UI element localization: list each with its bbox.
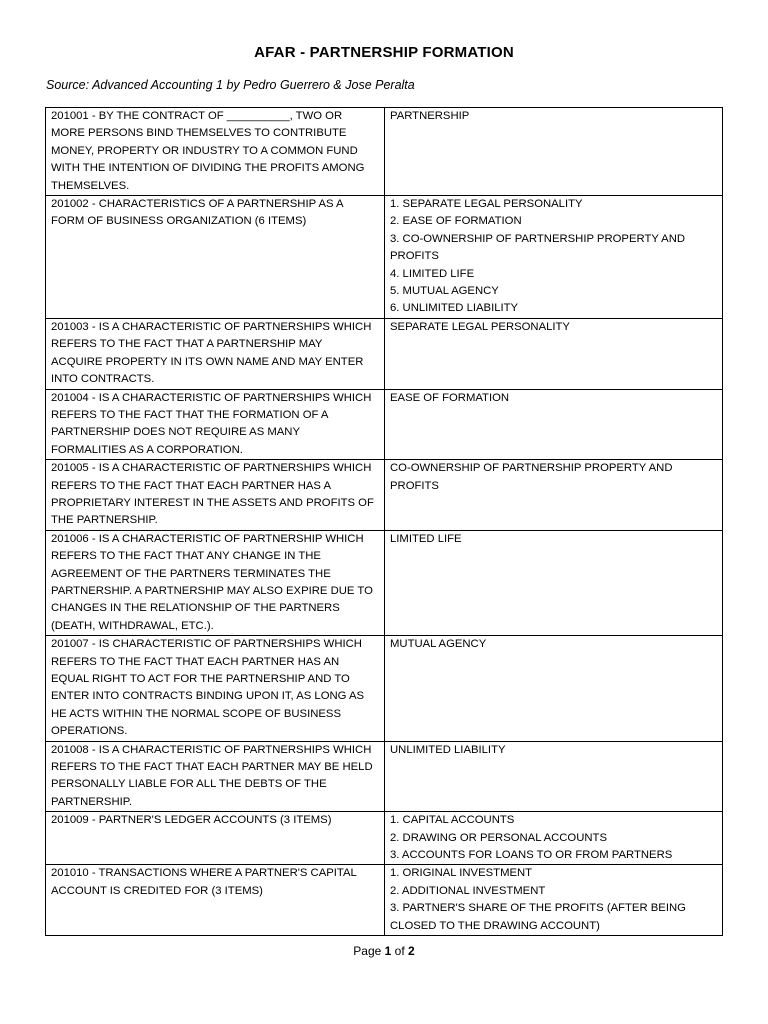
answer-line: EASE OF FORMATION: [390, 391, 510, 404]
question-line: MONEY, PROPERTY OR INDUSTRY TO A COMMON FUND: [51, 144, 358, 157]
question-line: PERSONALLY LIABLE FOR ALL THE DEBTS OF THE: [51, 778, 327, 791]
page-total: 2: [408, 944, 415, 958]
answer-line: 3. CO-OWNERSHIP OF PARTNERSHIP PROPERTY AND: [390, 232, 686, 245]
question-line: 201006 - IS A CHARACTERISTIC OF PARTNERSHIP WHICH: [51, 532, 364, 545]
question-line: THEMSELVES.: [51, 179, 130, 192]
answer-line: 3. PARTNER'S SHARE OF THE PROFITS (AFTER BEING: [390, 902, 686, 915]
table-row: [46, 865, 723, 936]
answer-line: 4. LIMITED LIFE: [390, 267, 475, 280]
answer-cell: [385, 530, 723, 635]
answer-line: PROFITS: [390, 479, 439, 492]
answer-cell: [385, 460, 723, 531]
question-line: REFERS TO THE FACT THAT A PARTNERSHIP MAY: [51, 338, 323, 351]
answer-cell: [385, 389, 723, 460]
question-line: OPERATIONS.: [51, 725, 128, 738]
question-line: 201004 - IS A CHARACTERISTIC OF PARTNERSHIPS WHICH: [51, 391, 372, 404]
answer-line: PARTNERSHIP: [390, 110, 470, 122]
question-line: PARTNERSHIP.: [51, 795, 132, 808]
answer-line: 2. DRAWING OR PERSONAL ACCOUNTS: [390, 831, 607, 844]
question-cell: [46, 460, 385, 531]
table-row: [46, 196, 723, 319]
question-cell: [46, 865, 385, 936]
page-word: Page: [353, 944, 382, 958]
table-row: [46, 636, 723, 741]
question-line: MORE PERSONS BIND THEMSELVES TO CONTRIBUTE: [51, 127, 347, 140]
question-line: 201002 - CHARACTERISTICS OF A PARTNERSHIP AS A: [51, 198, 344, 211]
question-line: REFERS TO THE FACT THAT THE FORMATION OF A: [51, 408, 329, 421]
answer-line: CLOSED TO THE DRAWING ACCOUNT): [390, 919, 600, 932]
answer-cell: [385, 108, 723, 196]
question-cell: [46, 741, 385, 812]
answer-cell: [385, 196, 723, 319]
qa-table-body: [46, 108, 723, 936]
question-line: FORM OF BUSINESS ORGANIZATION (6 ITEMS): [51, 215, 307, 228]
answer-line: 1. ORIGINAL INVESTMENT: [390, 867, 533, 880]
answer-cell: [385, 812, 723, 865]
answer-line: 1. SEPARATE LEGAL PERSONALITY: [390, 198, 583, 211]
question-line: ACCOUNT IS CREDITED FOR (3 ITEMS): [51, 884, 263, 897]
source-citation: Source: Advanced Accounting 1 by Pedro Guerrero & Jose Peralta: [46, 78, 415, 92]
answer-line: UNLIMITED LIABILITY: [390, 743, 506, 756]
answer-line: 1. CAPITAL ACCOUNTS: [390, 814, 515, 827]
question-cell: [46, 530, 385, 635]
question-line: PARTNERSHIP DOES NOT REQUIRE AS MANY: [51, 426, 301, 439]
question-line: REFERS TO THE FACT THAT ANY CHANGE IN THE: [51, 550, 321, 563]
question-line: 201008 - IS A CHARACTERISTIC OF PARTNERSHIPS WHICH: [51, 743, 372, 756]
answer-cell: [385, 865, 723, 936]
question-cell: [46, 108, 385, 196]
question-line: 201009 - PARTNER'S LEDGER ACCOUNTS (3 ITEMS): [51, 814, 332, 827]
answer-line: 3. ACCOUNTS FOR LOANS TO OR FROM PARTNERS: [390, 849, 673, 862]
question-line: CHANGES IN THE RELATIONSHIP OF THE PARTNERS: [51, 602, 340, 615]
table-row: [46, 530, 723, 635]
page-of: of: [394, 944, 405, 958]
question-line: 201001 - BY THE CONTRACT OF __________, TWO OR: [51, 110, 343, 122]
question-line: REFERS TO THE FACT THAT EACH PARTNER HAS A: [51, 479, 331, 492]
question-line: 201005 - IS A CHARACTERISTIC OF PARTNERSHIPS WHICH: [51, 462, 372, 475]
table-row: [46, 318, 723, 389]
question-line: INTO CONTRACTS.: [51, 373, 155, 386]
page-footer: [0, 944, 768, 958]
answer-cell: [385, 318, 723, 389]
question-line: (DEATH, WITHDRAWAL, ETC.).: [51, 619, 214, 632]
answer-line: PROFITS: [390, 250, 439, 263]
answer-line: 2. EASE OF FORMATION: [390, 215, 522, 228]
qa-table: [45, 107, 723, 936]
question-line: REFERS TO THE FACT THAT EACH PARTNER MAY BE HELD: [51, 761, 373, 774]
question-cell: [46, 318, 385, 389]
answer-line: SEPARATE LEGAL PERSONALITY: [390, 320, 570, 333]
question-line: AGREEMENT OF THE PARTNERS TERMINATES THE: [51, 567, 331, 580]
question-line: HE ACTS WITHIN THE NORMAL SCOPE OF BUSINESS: [51, 707, 341, 720]
question-cell: [46, 812, 385, 865]
question-line: PROPRIETARY INTEREST IN THE ASSETS AND PROFITS OF: [51, 496, 374, 509]
question-line: ACQUIRE PROPERTY IN ITS OWN NAME AND MAY ENTER: [51, 355, 364, 368]
question-line: WITH THE INTENTION OF DIVIDING THE PROFITS AMONG: [51, 162, 365, 175]
question-cell: [46, 636, 385, 741]
table-row: [46, 460, 723, 531]
question-line: EQUAL RIGHT TO ACT FOR THE PARTNERSHIP AND TO: [51, 673, 350, 685]
table-row: [46, 389, 723, 460]
answer-cell: [385, 636, 723, 741]
question-line: 201007 - IS CHARACTERISTIC OF PARTNERSHIPS WHICH: [51, 638, 362, 651]
answer-cell: [385, 741, 723, 812]
question-line: PARTNERSHIP. A PARTNERSHIP MAY ALSO EXPIRE DUE TO: [51, 584, 373, 597]
document-title: AFAR - PARTNERSHIP FORMATION: [254, 44, 514, 61]
page-current: 1: [384, 944, 392, 958]
answer-line: LIMITED LIFE: [390, 532, 462, 545]
answer-line: 6. UNLIMITED LIABILITY: [390, 302, 519, 315]
table-row: [46, 741, 723, 812]
answer-line: MUTUAL AGENCY: [390, 638, 487, 651]
question-line: REFERS TO THE FACT THAT EACH PARTNER HAS AN: [51, 655, 340, 668]
question-line: THE PARTNERSHIP.: [51, 514, 158, 527]
table-row: [46, 108, 723, 196]
answer-line: CO-OWNERSHIP OF PARTNERSHIP PROPERTY AND: [390, 462, 673, 475]
question-line: 201003 - IS A CHARACTERISTIC OF PARTNERSHIPS WHICH: [51, 320, 372, 333]
question-cell: [46, 196, 385, 319]
table-row: [46, 812, 723, 865]
answer-line: 5. MUTUAL AGENCY: [390, 285, 499, 298]
question-line: ENTER INTO CONTRACTS BINDING UPON IT, AS LONG AS: [51, 690, 365, 703]
question-line: FORMALITIES AS A CORPORATION.: [51, 443, 243, 456]
answer-line: 2. ADDITIONAL INVESTMENT: [390, 884, 546, 897]
question-cell: [46, 389, 385, 460]
question-line: 201010 - TRANSACTIONS WHERE A PARTNER'S CAPITAL: [51, 867, 357, 880]
